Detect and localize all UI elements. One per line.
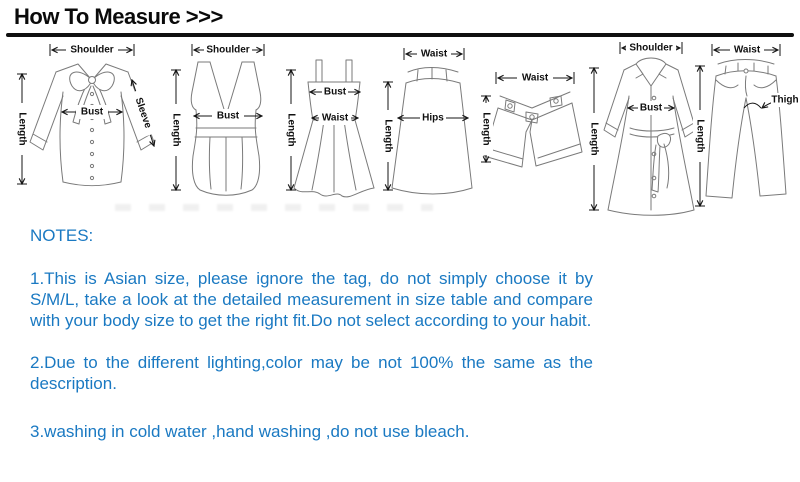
blouse-length-dimension: [15, 74, 29, 184]
vest-bust-label: Bust: [216, 110, 240, 122]
pants-length-label: Length: [694, 119, 706, 153]
vest-bust-dimension: [194, 109, 262, 123]
shorts-length-dimension: [479, 96, 493, 162]
dress-waist-dimension: [312, 111, 358, 125]
garment-pants-diagram: [692, 38, 800, 218]
shorts-waist-label: Waist: [521, 72, 549, 84]
blouse-length-label: Length: [16, 112, 28, 146]
skirt-length-dimension: [381, 82, 395, 190]
dress-waist-label: Waist: [321, 112, 349, 124]
coat-bust-dimension: [628, 101, 674, 115]
dress-length-label: Length: [285, 113, 297, 147]
blouse-shoulder-label: Shoulder: [70, 44, 114, 56]
shorts-sketch: [484, 92, 582, 167]
vest-shoulder-label: Shoulder: [206, 44, 250, 56]
faded-cropped-text-artifact: [115, 204, 433, 211]
pants-waist-dimension: [712, 43, 780, 57]
shorts-waist-dimension: [496, 71, 574, 85]
garment-vest-diagram: [168, 40, 284, 216]
skirt-waist-label: Waist: [420, 48, 448, 60]
pants-sketch: [706, 60, 786, 199]
dress-length-dimension: [284, 70, 298, 190]
garment-blouse-diagram: [16, 40, 168, 216]
notes-section: [30, 225, 593, 442]
blouse-bust-dimension: [62, 105, 122, 119]
vest-sketch: [191, 62, 261, 195]
garment-dress-diagram: [284, 40, 384, 216]
garment-coat-diagram: [586, 38, 698, 218]
coat-length-dimension: [587, 68, 601, 210]
notes-heading: NOTES:: [30, 226, 94, 245]
skirt-length-label: Length: [382, 119, 394, 153]
pants-length-dimension: [693, 66, 707, 206]
blouse-sketch: [30, 64, 154, 186]
coat-shoulder-label: Shoulder: [629, 42, 673, 54]
blouse-sleeve-label: Sleeve: [132, 96, 154, 130]
pants-waist-label: Waist: [733, 44, 761, 56]
coat-bust-label: Bust: [639, 102, 663, 114]
note-item-1: 1.This is Asian size, please ignore the tag, do not simply choose it by S/M/L, take a look at the detailed measurement in size table and compare with your body size to get the right fit.Do not select according to your habit.: [30, 269, 593, 330]
skirt-waist-dimension: [404, 47, 464, 61]
skirt-sketch: [392, 68, 472, 195]
vest-length-dimension: [169, 70, 183, 190]
pants-thigh-label: Thigh: [771, 94, 799, 106]
garment-skirt-diagram: [380, 40, 478, 216]
skirt-hips-label: Hips: [422, 112, 444, 124]
coat-sketch: [604, 58, 696, 215]
dress-bust-label: Bust: [323, 86, 347, 98]
coat-length-label: Length: [588, 122, 600, 156]
note-item-2: 2.Due to the different lighting,color may be not 100% the same as the description.: [30, 353, 593, 393]
garment-shorts-diagram: [468, 40, 586, 216]
dress-bust-dimension: [310, 85, 360, 99]
blouse-shoulder-dimension: [50, 43, 134, 57]
skirt-hips-dimension: [398, 111, 468, 125]
measurement-diagrams-row: [0, 0, 800, 220]
blouse-bust-label: Bust: [80, 106, 104, 118]
blouse-sleeve-dimension: [129, 80, 157, 146]
page-title: How To Measure >>>: [14, 4, 223, 29]
note-item-3: 3.washing in cold water ,hand washing ,do not use bleach.: [30, 422, 470, 441]
vest-length-label: Length: [170, 113, 182, 147]
coat-shoulder-dimension: [620, 41, 682, 55]
vest-shoulder-dimension: [192, 43, 264, 57]
dress-sketch: [294, 60, 374, 197]
shorts-length-label: Length: [480, 112, 492, 146]
pants-thigh-dimension: [744, 93, 800, 108]
